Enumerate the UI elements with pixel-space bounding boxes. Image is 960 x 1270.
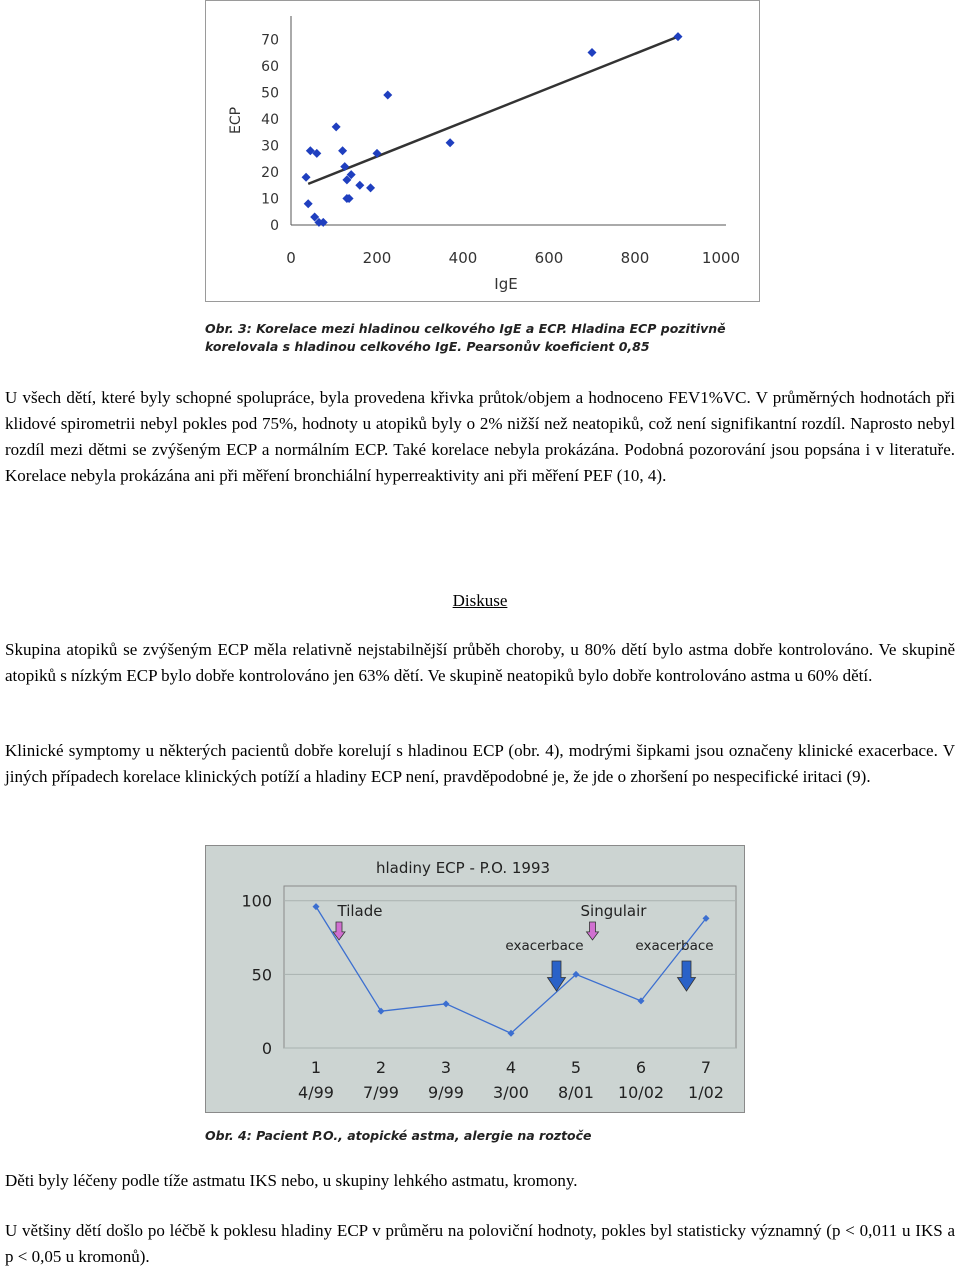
figure4-chart-frame bbox=[205, 845, 745, 1113]
x-axis-label: IgE bbox=[494, 275, 518, 293]
x-date-label: 4/99 bbox=[298, 1083, 334, 1102]
figure4-line-chart bbox=[206, 846, 744, 1112]
figure4-caption: Obr. 4: Pacient P.O., atopické astma, alergie na roztoče bbox=[205, 1128, 592, 1143]
figure3-scatter-chart bbox=[206, 1, 759, 301]
y-tick-label: 40 bbox=[261, 111, 279, 128]
figure3-caption bbox=[205, 320, 805, 356]
x-date-label: 1/02 bbox=[688, 1083, 724, 1102]
y-tick-label: 0 bbox=[261, 1039, 272, 1058]
data-point bbox=[366, 183, 375, 192]
x-tick-label: 5 bbox=[570, 1058, 582, 1077]
x-date-label: 9/99 bbox=[428, 1083, 464, 1102]
paragraph-spirometry: U všech dětí, které byly schopné spolupráce, byla provedena křivka průtok/objem a hodnoceno FEV1%VC. V průměrných hodnotách při klidové spirometrii nebyl pokles pod 75%, hodnoty u atopiků byly o 2% nižší než neatopiků, což není signifikantní rozdíl. Naprosto nebyl rozdíl mezi dětmi se zvýšeným ECP a normálním ECP. Také korelace nebyla prokázána. Podobná pozorování jsou popsána i v literatuře. Korelace nebyla prokázána ani při měření bronchiální hyperreaktivity ani při měření PEF (10, 4). bbox=[5, 388, 955, 485]
paragraph-ecp-decrease: U většiny dětí došlo po léčbě k poklesu hladiny ECP v průměru na poloviční hodnoty, pokles byl statisticky významný (p < 0,011 u IKS a p < 0,05 u kromonů). bbox=[5, 1221, 955, 1266]
data-point bbox=[588, 48, 597, 57]
x-tick-label: 0 bbox=[286, 249, 296, 267]
y-tick-label: 60 bbox=[261, 58, 279, 75]
x-tick-label: 6 bbox=[635, 1058, 647, 1077]
x-tick-label: 800 bbox=[620, 249, 650, 267]
y-tick-label: 30 bbox=[261, 138, 279, 155]
paragraph-atopic-groups: Skupina atopiků se zvýšeným ECP měla relativně nejstabilnější průběh choroby, u 80% dětí bylo astma dobře kontrolováno. Ve skupině atopiků s nízkým ECP bylo dobře kontrolováno jen 63% dětí. Ve skupině neatopiků bylo dobře kontrolováno astma u 60% dětí. bbox=[5, 640, 955, 685]
data-point bbox=[304, 199, 313, 208]
x-date-label: 8/01 bbox=[558, 1083, 594, 1102]
x-tick-label: 2 bbox=[375, 1058, 387, 1077]
figure3-caption-line1: Obr. 3: Korelace mezi hladinou celkového IgE a ECP. Hladina ECP pozitivně bbox=[205, 321, 726, 336]
figure3-chart-frame bbox=[205, 0, 760, 302]
chart-title: hladiny ECP - P.O. 1993 bbox=[376, 859, 551, 877]
x-tick-label: 400 bbox=[448, 249, 478, 267]
x-tick-label: 1000 bbox=[701, 249, 741, 267]
x-tick-label: 4 bbox=[505, 1058, 517, 1077]
x-tick-label: 200 bbox=[362, 249, 392, 267]
y-axis-label: ECP bbox=[228, 106, 244, 135]
paragraph-clinical-symptoms: Klinické symptomy u některých pacientů dobře korelují s hladinou ECP (obr. 4), modrými šipkami jsou označeny klinické exacerbace. V jiných případech korelace klinických potíží a hladiny ECP není, pravděpodobné je, že jde o zhoršení po nespecifické iritaci (9). bbox=[5, 741, 955, 786]
trendline bbox=[308, 37, 678, 184]
x-tick-label: 7 bbox=[700, 1058, 712, 1077]
y-tick-label: 50 bbox=[251, 965, 272, 985]
data-point bbox=[383, 90, 392, 99]
y-tick-label: 20 bbox=[261, 164, 279, 181]
x-date-label: 7/99 bbox=[363, 1083, 399, 1102]
heading-discussion: Diskuse bbox=[452, 591, 508, 610]
drug-label: Singulair bbox=[580, 902, 647, 920]
data-point bbox=[355, 181, 364, 190]
y-tick-label: 100 bbox=[241, 891, 272, 911]
data-point bbox=[332, 122, 341, 131]
y-tick-label: 50 bbox=[261, 85, 279, 102]
y-tick-label: 0 bbox=[270, 218, 279, 234]
x-tick-label: 600 bbox=[534, 249, 564, 267]
figure3-caption-line2: korelovala s hladinou celkového IgE. Pearsonův koeficient 0,85 bbox=[205, 339, 650, 354]
exacerbation-label: exacerbace bbox=[635, 938, 714, 954]
y-tick-label: 70 bbox=[261, 32, 279, 49]
x-date-label: 10/02 bbox=[617, 1083, 665, 1102]
data-point bbox=[446, 138, 455, 147]
data-point bbox=[302, 173, 311, 182]
x-tick-label: 1 bbox=[310, 1058, 322, 1077]
data-point bbox=[674, 32, 683, 41]
x-tick-label: 3 bbox=[440, 1058, 452, 1077]
x-date-label: 3/00 bbox=[493, 1083, 529, 1102]
paragraph-treatment: Děti byly léčeny podle tíže astmatu IKS nebo, u skupiny lehkého astmatu, kromony. bbox=[5, 1171, 578, 1190]
y-tick-label: 10 bbox=[261, 191, 279, 208]
drug-label: Tilade bbox=[337, 902, 383, 920]
exacerbation-label: exacerbace bbox=[505, 938, 584, 954]
data-point bbox=[338, 146, 347, 155]
